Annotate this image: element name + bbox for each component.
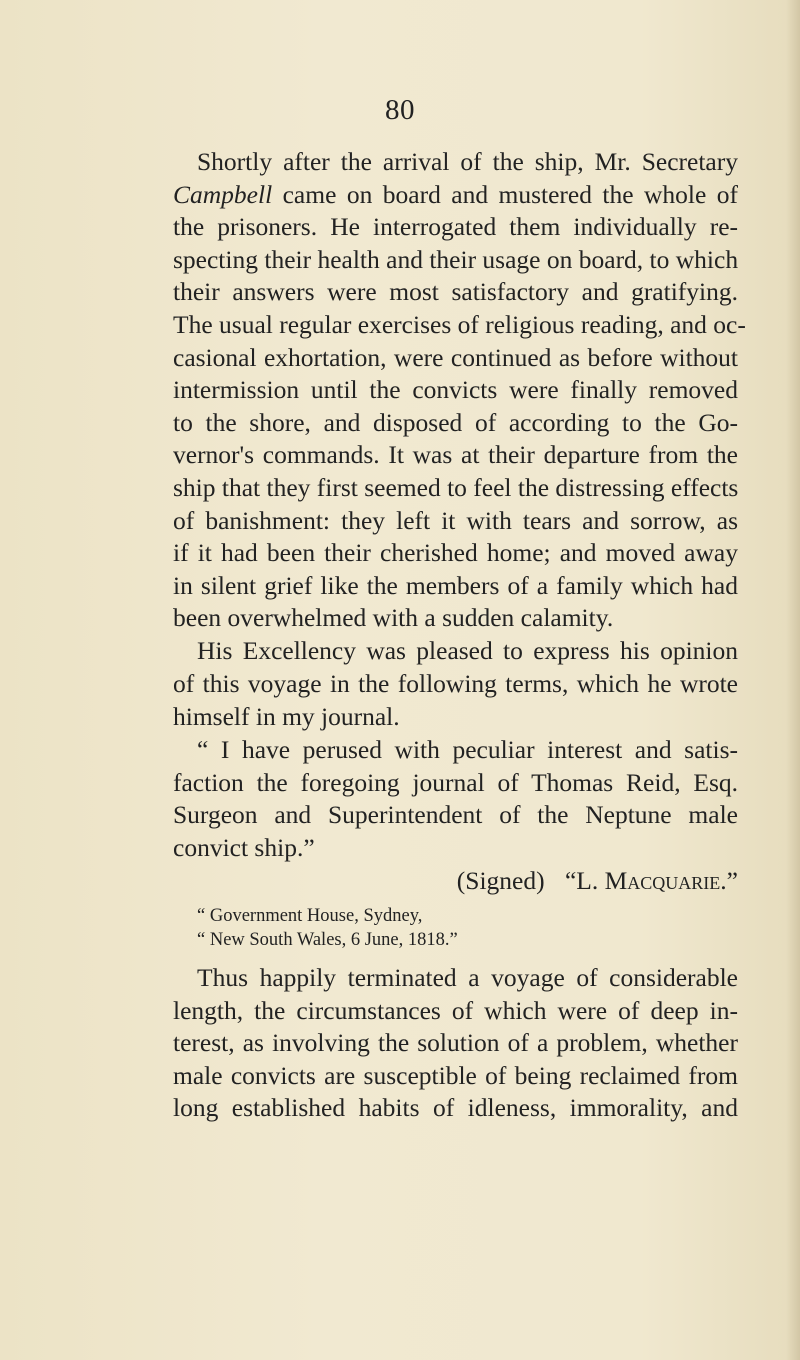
text-line: specting their health and their usage on board, to which	[173, 244, 739, 274]
signatory-name: “L. Macquarie.”	[564, 866, 738, 895]
paragraph-excellency-cont	[173, 668, 738, 733]
text-line: Thus happily terminated a voyage of considerable	[197, 963, 738, 992]
text-line: if it had been their cherished home; and moved away	[173, 538, 738, 568]
text-line: casional exhortation, were continued as before without	[173, 342, 738, 372]
text-line: of this voyage in the following terms, which he wrote	[173, 669, 738, 698]
quotation	[173, 734, 738, 864]
dateline-place: “ Government House, Sydney,	[197, 906, 423, 926]
page-edge-shadow	[786, 0, 800, 1360]
text-line: faction the foregoing journal of Thomas Reid, Esq.	[173, 767, 738, 797]
name-campbell: Campbell	[173, 179, 273, 209]
text-line: male convicts are susceptible of being reclaimed from	[173, 1060, 738, 1090]
text-line: vernor's commands. It was at their departure from the	[173, 440, 738, 470]
text-line: intermission until the convicts were finally removed	[173, 375, 738, 405]
text-line: to the shore, and disposed of according to the Go-	[173, 407, 738, 437]
signature-line	[0, 866, 738, 896]
text-line: “ I have perused with peculiar interest and satis-	[197, 735, 738, 764]
text-line: Shortly after the arrival of the ship, Mr. Secretary	[197, 147, 738, 176]
text-line: in silent grief like the members of a family which had	[173, 570, 738, 600]
paragraph-arrival	[173, 146, 746, 668]
text-span: came on board and mustered the whole of	[272, 179, 738, 209]
text-line: length, the circumstances of which were of deep in-	[173, 995, 738, 1025]
text-line: the prisoners. He interrogated them individually re-	[173, 212, 738, 242]
text-line: long established habits of idleness, immorality, and	[173, 1093, 738, 1123]
text-line: convict ship.”	[173, 832, 315, 862]
dateline-date: “ New South Wales, 6 June, 1818.”	[197, 930, 458, 950]
text-line: terest, as involving the solution of a problem, whether	[173, 1028, 738, 1058]
paragraph-conclusion	[173, 962, 738, 1125]
text-line: His Excellency was pleased to express his opinion	[197, 635, 738, 665]
text-line: himself in my journal.	[173, 701, 400, 731]
text-line: been overwhelmed with a sudden calamity.	[173, 603, 614, 633]
page-number: 80	[385, 94, 415, 126]
text-line: The usual regular exercises of religious reading, and oc-	[173, 309, 746, 339]
text-line: their answers were most satisfactory and gratifying.	[173, 277, 738, 307]
text-line	[173, 179, 738, 212]
signed-label: (Signed)	[456, 866, 545, 895]
text-line: Surgeon and Superintendent of the Neptune male	[173, 800, 738, 830]
text-line: ship that they first seemed to feel the distressing effects	[173, 472, 739, 502]
text-line: of banishment: they left it with tears and sorrow, as	[173, 505, 738, 535]
